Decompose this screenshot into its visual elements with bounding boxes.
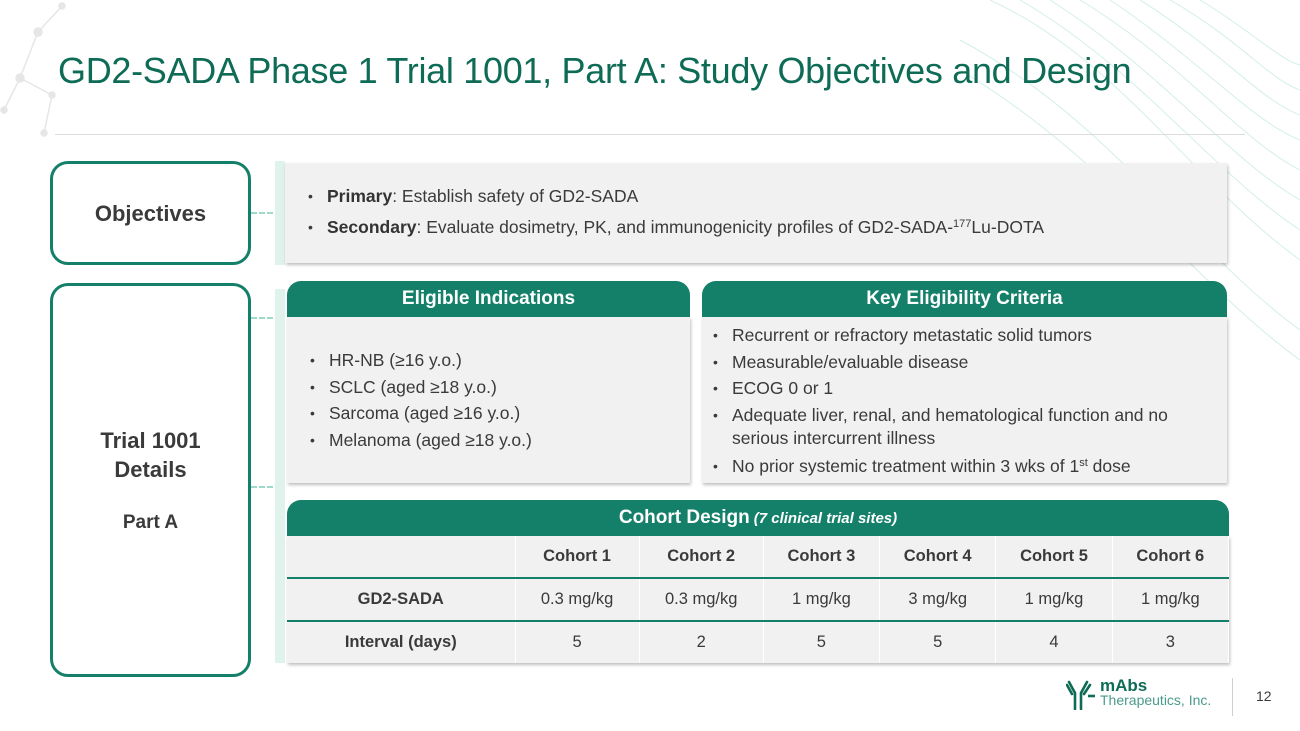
criteria-item-last [710, 453, 1213, 480]
table-cell: 0.3 mg/kg [515, 578, 639, 620]
row-label: GD2-SADA [287, 578, 515, 620]
ordinal-superscript: st [1079, 456, 1088, 469]
cohort-table-panel [287, 536, 1229, 663]
indication-item: • HR-NB (≥16 y.o.) [307, 347, 690, 374]
table-cell: 0.3 mg/kg [639, 578, 763, 620]
footer-divider [1232, 678, 1233, 716]
trial-panel-bar [275, 289, 285, 663]
eligible-indications-title: Eligible Indications [401, 288, 576, 309]
table-cell: 4 [996, 621, 1112, 663]
logo-line2: Therapeutics, Inc. [1100, 692, 1212, 708]
table-column-header: Cohort 3 [763, 536, 879, 578]
cohort-design-header [287, 500, 1229, 536]
eligible-indications-list [307, 347, 690, 453]
cohort-table [287, 536, 1229, 663]
trial-label-line1: Trial 1001 [100, 428, 201, 453]
table-column-header: Cohort 4 [880, 536, 996, 578]
indication-item: • Sarcoma (aged ≥16 y.o.) [307, 400, 690, 427]
eligible-indications-header [287, 281, 690, 317]
table-header-row [287, 536, 1229, 578]
key-criteria-header [702, 281, 1227, 317]
objective-primary [305, 183, 1227, 210]
criteria-item: • ECOG 0 or 1 [710, 375, 1213, 402]
table-row [287, 578, 1229, 620]
trial-details-label-box [50, 283, 251, 677]
table-cell: 5 [515, 621, 639, 663]
page-title: GD2-SADA Phase 1 Trial 1001, Part A: Study Objectives and Design [58, 50, 1132, 91]
table-cell: 5 [880, 621, 996, 663]
page-number: 12 [1256, 688, 1272, 704]
antibody-logo-icon [1066, 676, 1096, 710]
objectives-panel-bar [275, 161, 285, 265]
objectives-label-box [50, 161, 251, 265]
indication-item: • SCLC (aged ≥18 y.o.) [307, 374, 690, 401]
criteria-item: • Adequate liver, renal, and hematological function and no serious intercurrent illness [710, 404, 1213, 450]
table-cell: 1 mg/kg [996, 578, 1112, 620]
key-criteria-title: Key Eligibility Criteria [866, 288, 1063, 309]
row-label: Interval (days) [287, 621, 515, 663]
title-divider [55, 134, 1245, 135]
table-column-header: Cohort 2 [639, 536, 763, 578]
cohort-design-title: Cohort Design [618, 507, 750, 528]
criteria-last-text: No prior systemic treatment within 3 wks of 1 [732, 455, 1080, 476]
objective-primary-term: Primary [327, 186, 393, 206]
objective-secondary-text: : Evaluate dosimetry, PK, and immunogenicity profiles of GD2-SADA- [416, 216, 954, 237]
eligible-indications-panel [287, 317, 690, 483]
table-column-header: Cohort 5 [996, 536, 1112, 578]
table-cell: 5 [763, 621, 879, 663]
criteria-last-text-end: dose [1087, 455, 1131, 476]
table-row [287, 621, 1229, 663]
trial-part-label: Part A [122, 512, 179, 533]
trial-label-line2: Details [114, 457, 187, 482]
table-column-header: Cohort 1 [515, 536, 639, 578]
key-criteria-list [710, 322, 1213, 479]
objectives-panel [285, 163, 1227, 263]
table-cell: 1 mg/kg [763, 578, 879, 620]
objective-secondary [305, 214, 1227, 241]
objective-secondary-text-end: Lu-DOTA [971, 216, 1045, 237]
objectives-list [305, 183, 1227, 240]
logo-line1: mAbs [1100, 676, 1148, 695]
company-logo [1066, 676, 1211, 710]
table-column-header: Cohort 6 [1112, 536, 1228, 578]
indication-item: • Melanoma (aged ≥18 y.o.) [307, 427, 690, 454]
isotope-superscript: 177 [953, 217, 972, 230]
table-cell: 3 mg/kg [880, 578, 996, 620]
table-cell: 2 [639, 621, 763, 663]
table-cell: 3 [1112, 621, 1228, 663]
table-cell: 1 mg/kg [1112, 578, 1228, 620]
criteria-item: • Measurable/evaluable disease [710, 349, 1213, 376]
cohort-design-note: (7 clinical trial sites) [753, 509, 898, 527]
table-corner-cell [287, 536, 515, 578]
criteria-item: • Recurrent or refractory metastatic solid tumors [710, 322, 1213, 349]
objective-secondary-term: Secondary [327, 216, 417, 237]
objectives-label: Objectives [94, 200, 207, 226]
logo-text [1100, 678, 1211, 708]
key-criteria-panel [702, 317, 1227, 483]
objective-primary-text: : Establish safety of GD2-SADA [392, 186, 639, 206]
